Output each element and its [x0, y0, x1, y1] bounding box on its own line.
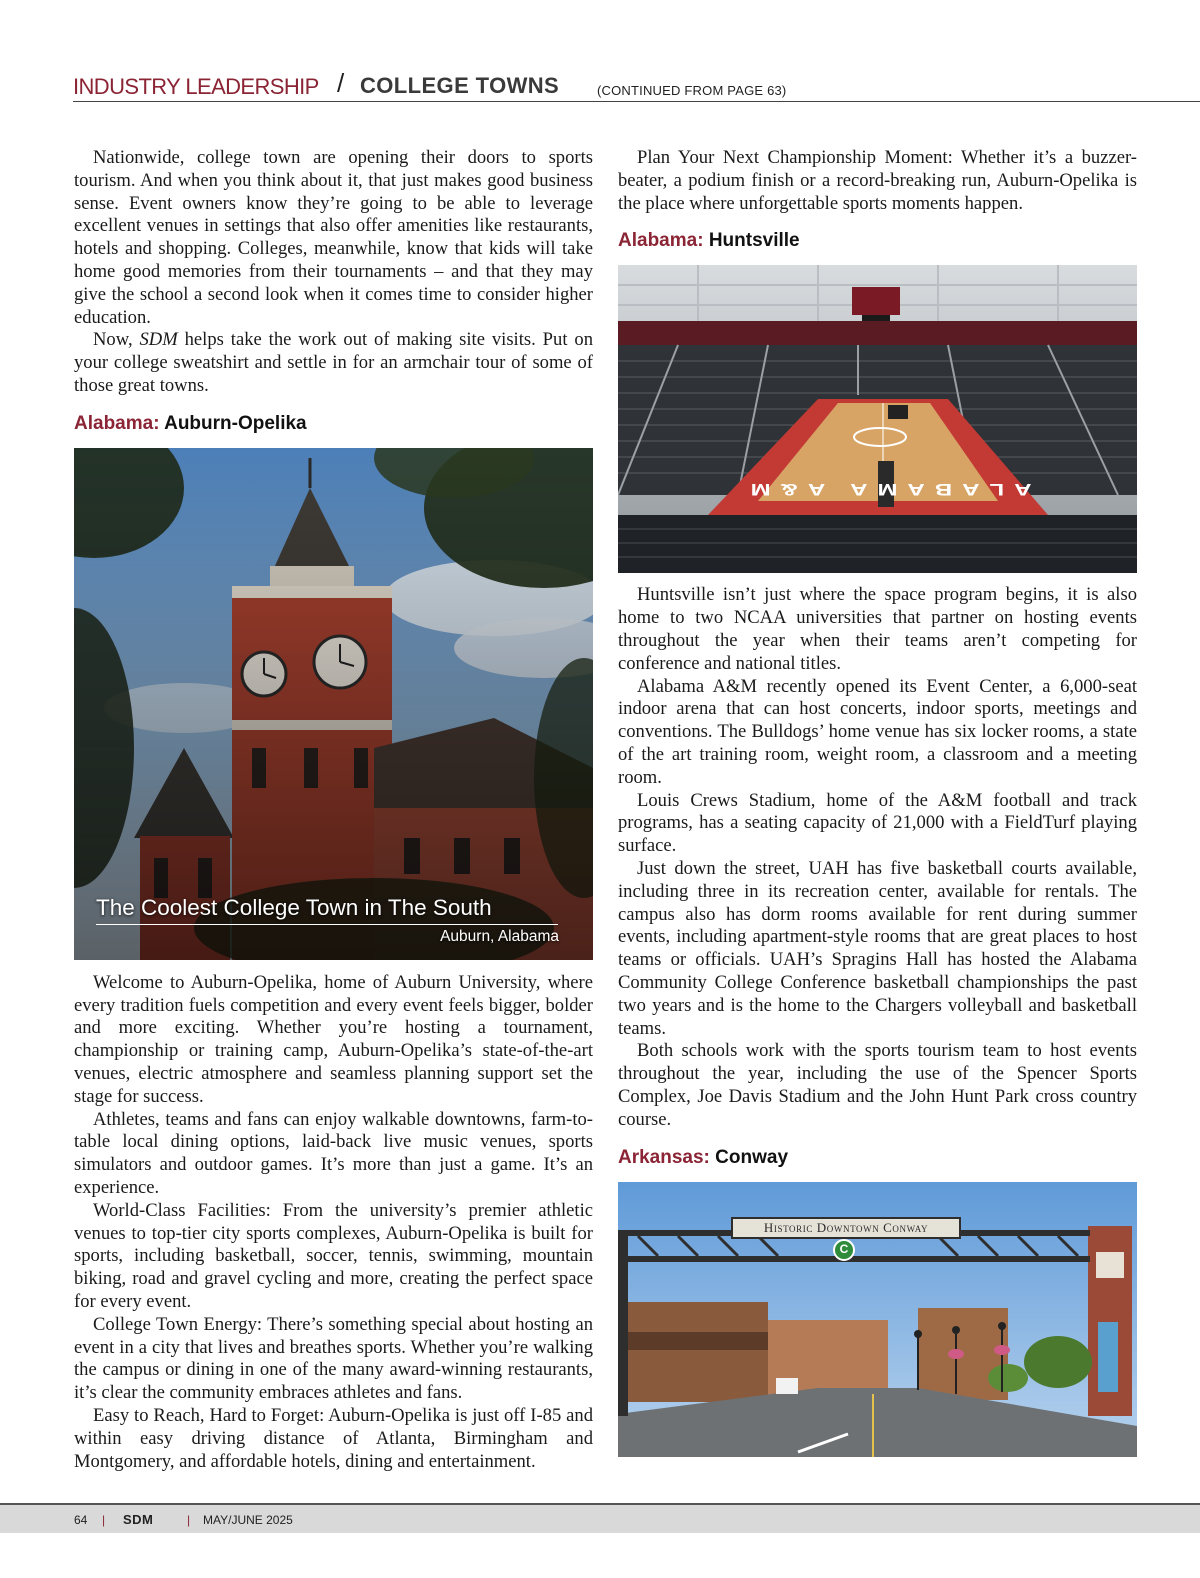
- intro2-prefix: Now,: [93, 329, 140, 351]
- spacer: [74, 960, 593, 972]
- subhead-conway: [618, 1146, 1137, 1170]
- huntsville-paragraph: Louis Crews Stadium, home of the A&M football and track programs, has a seating capacity of 21,000 with a FieldTurf playing surface.: [618, 789, 1137, 857]
- photo-caption-title: The Coolest College Town in The South: [96, 894, 492, 920]
- huntsville-paragraph: Alabama A&M recently opened its Event Center, a 6,000-seat indoor arena that can host concerts, indoor sports, meetings and conventions. The Bulldogs’ home venue has six locker rooms, a state of the art training room, weight room, a classroom and a meeting room.: [618, 675, 1137, 788]
- spacer: [618, 573, 1137, 584]
- subhead-city: Conway: [715, 1146, 789, 1168]
- right-column: [618, 147, 1137, 1457]
- photo-caption-subtitle: Auburn, Alabama: [440, 927, 559, 945]
- conway-downtown-photo: [618, 1182, 1137, 1457]
- section-label: INDUSTRY LEADERSHIP: [73, 74, 319, 99]
- intro-paragraph-2: [74, 329, 593, 397]
- subhead-state: Alabama:: [618, 230, 704, 252]
- arch-sign-text: Historic Downtown Conway: [763, 1219, 929, 1235]
- subhead-city: Huntsville: [708, 230, 800, 252]
- subhead-huntsville: [618, 229, 1137, 253]
- intro2-suffix: helps take the work out of making site visits. Put on your college sweatshirt and settle in for an armchair tour of some of those great towns.: [74, 329, 593, 396]
- header-slash: /: [337, 68, 345, 98]
- auburn-paragraph: Athletes, teams and fans can enjoy walkable downtowns, farm-to-table local dining options, laid-back live music venues, sports simulators and outdoor games. It’s more than just a game. It’s an experience.: [74, 1108, 593, 1198]
- auburn-paragraph: College Town Energy: There’s something special about hosting an event in a city that lives and breathes sports. Whether you’re walking the campus or dining in one of the many award-winning restaurants, it’s clear the community embraces athletes and fans.: [74, 1313, 593, 1404]
- auburn-paragraph: World-Class Facilities: From the university’s premier athletic venues to top-tier city sports complexes, Auburn-Opelika is built for sports, including basketball, soccer, tennis, swimming, mountain biking, road and gravel cycling and more, creating the perfect space for every event.: [74, 1199, 593, 1312]
- auburn-paragraph: Easy to Reach, Hard to Forget: Auburn-Opelika is just off I-85 and within easy driving distance of Atlanta, Birmingham and Montgomery, and affordable hotels, dining and entertainment.: [74, 1404, 593, 1472]
- subhead-state: Alabama:: [74, 412, 160, 434]
- auburn-clock-tower-photo: [74, 448, 593, 960]
- footer-separator: |: [102, 1513, 106, 1527]
- page-footer: [0, 1503, 1200, 1533]
- intro-paragraph: Nationwide, college town are opening their doors to sports tourism. And when you think about it, that just makes good business sense. Event owners know they’re going to be able to leverage excellent venues in settings that also offer amenities like restaurants, hotels and shopping. Colleges, meanwhile, know that kids will take home good memories from their tournaments – and that they may give the school a second look when it comes time to consider higher education.: [74, 147, 593, 328]
- subhead-city: Auburn-Opelika: [164, 412, 307, 434]
- huntsville-paragraph: Huntsville isn’t just where the space program begins, it is also home to two NCAA universities that partner on hosting events throughout the year when their teams aren’t competing for conference and national titles.: [618, 584, 1137, 674]
- court-lettering: ALABAMA A&M: [740, 480, 1032, 500]
- auburn-continued-paragraph: Plan Your Next Championship Moment: Whether it’s a buzzer-beater, a podium finish or a record-breaking run, Auburn-Opelika is the place where unforgettable sports moments happen.: [618, 147, 1137, 214]
- arena-illustration: [618, 265, 1137, 573]
- subhead-state: Arkansas:: [618, 1146, 710, 1168]
- magazine-name: SDM: [139, 329, 178, 351]
- page-number: 64: [74, 1513, 88, 1527]
- subhead-auburn: [74, 412, 593, 436]
- auburn-paragraph: Welcome to Auburn-Opelika, home of Auburn University, where every tradition fuels competition and every event feels bigger, bolder and more exciting. Whether you’re hosting a tournament, championship or training camp, Auburn-Opelika’s state-of-the-art venues, electric atmosphere and seamless planning support set the stage for success.: [74, 971, 593, 1107]
- arch-medallion-letter: C: [839, 1241, 849, 1256]
- photo-caption-divider: [96, 924, 558, 926]
- page-title: COLLEGE TOWNS: [360, 73, 560, 98]
- continued-note: (CONTINUED FROM PAGE 63): [597, 83, 787, 98]
- auburn-photo-illustration: [74, 448, 593, 960]
- page-header: [73, 68, 1200, 102]
- footer-separator: |: [187, 1513, 191, 1527]
- huntsville-arena-photo: [618, 265, 1137, 573]
- left-column: [74, 147, 593, 1473]
- issue-date: MAY/JUNE 2025: [203, 1513, 293, 1527]
- huntsville-paragraph: Just down the street, UAH has five basketball courts available, including three in its recreation center, available for rentals. The campus also has dorm rooms available for rent during summer events, including apartment-style rooms that are great places to host teams or officials. UAH’s Spragins Hall has hosted the Alabama Community College Conference basketball championships the past two years and is the home to the Chargers volleyball and basketball teams.: [618, 857, 1137, 1039]
- huntsville-paragraph: Both schools work with the sports tourism team to host events throughout the year, including the use of the Spencer Sports Complex, Joe Davis Stadium and the John Hunt Park cross country course.: [618, 1040, 1137, 1130]
- magazine-brand: SDM: [123, 1512, 154, 1527]
